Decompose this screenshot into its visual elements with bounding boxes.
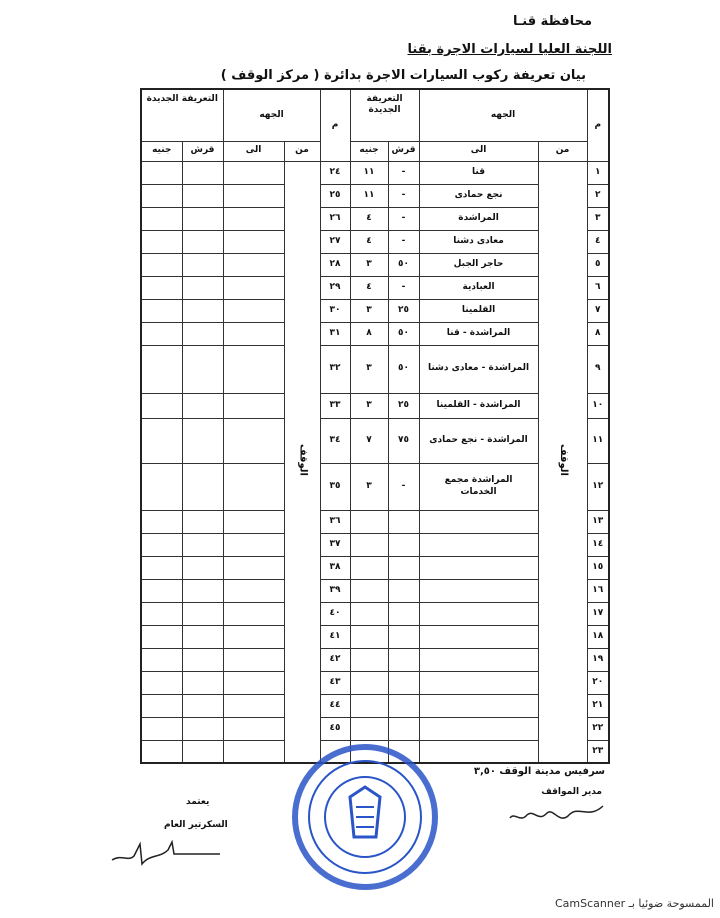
to-cell-2 xyxy=(223,299,284,322)
qirsh-cell: - xyxy=(388,463,419,510)
to-cell: المراشدة - قنا xyxy=(419,322,538,345)
gineh-cell-2 xyxy=(141,602,182,625)
qirsh-cell: ٥٠ xyxy=(388,322,419,345)
statement-title: بيان تعريفة ركوب السيارات الاجرة بدائرة ( مركز الوقف ) xyxy=(220,68,586,83)
to-cell: معادى دشنا xyxy=(419,230,538,253)
camscanner-watermark: الممسوحة ضوئيا بـ CamScanner xyxy=(554,897,714,910)
gineh-cell: ٣ xyxy=(350,253,388,276)
row-number: ١٨ xyxy=(587,625,609,648)
qirsh-cell-2 xyxy=(182,463,223,510)
row-number-2: ٢٤ xyxy=(320,161,350,184)
to-cell-2 xyxy=(223,207,284,230)
row-number-2: ٢٩ xyxy=(320,276,350,299)
to-cell-2 xyxy=(223,648,284,671)
qirsh-cell-2 xyxy=(182,671,223,694)
from-cell xyxy=(538,161,587,763)
gineh-cell-2 xyxy=(141,207,182,230)
from-value-2: الوقف xyxy=(297,443,309,476)
to-cell-2 xyxy=(223,161,284,184)
qirsh-cell: ٥٠ xyxy=(388,253,419,276)
qirsh-cell xyxy=(388,671,419,694)
gineh-cell xyxy=(350,533,388,556)
row-number-2: ٢٧ xyxy=(320,230,350,253)
row-number: ٩ xyxy=(587,345,609,393)
from-cell-2 xyxy=(284,161,320,763)
qirsh-cell-2 xyxy=(182,579,223,602)
gineh-cell-2 xyxy=(141,299,182,322)
gineh-cell xyxy=(350,648,388,671)
col-to-header: الى xyxy=(419,141,538,161)
tariff-table xyxy=(140,88,610,764)
row-number: ٤ xyxy=(587,230,609,253)
qirsh-cell-2 xyxy=(182,418,223,463)
gineh-cell-2 xyxy=(141,579,182,602)
to-cell-2 xyxy=(223,510,284,533)
gineh-cell-2 xyxy=(141,510,182,533)
gineh-cell-2 xyxy=(141,230,182,253)
to-cell xyxy=(419,579,538,602)
qirsh-cell-2 xyxy=(182,276,223,299)
gineh-cell-2 xyxy=(141,322,182,345)
qirsh-cell-2 xyxy=(182,207,223,230)
col-gineh-header: جنيه xyxy=(350,141,388,161)
qirsh-cell: - xyxy=(388,207,419,230)
secretary-signature xyxy=(110,836,230,866)
to-cell xyxy=(419,717,538,740)
row-number-2: ٣٨ xyxy=(320,556,350,579)
row-number-2: ٣٢ xyxy=(320,345,350,393)
to-cell: المراشدة - نجع حمادى xyxy=(419,418,538,463)
row-number: ٢ xyxy=(587,184,609,207)
to-cell-2 xyxy=(223,602,284,625)
gineh-cell-2 xyxy=(141,556,182,579)
to-cell xyxy=(419,671,538,694)
row-number-2: ٤٣ xyxy=(320,671,350,694)
gineh-cell-2 xyxy=(141,393,182,418)
row-number-2: ٣٠ xyxy=(320,299,350,322)
row-number-2: ٢٨ xyxy=(320,253,350,276)
qirsh-cell: - xyxy=(388,184,419,207)
gineh-cell xyxy=(350,579,388,602)
to-cell-2 xyxy=(223,418,284,463)
to-cell-2 xyxy=(223,740,284,763)
qirsh-cell xyxy=(388,602,419,625)
row-number: ١١ xyxy=(587,418,609,463)
gineh-cell: ١١ xyxy=(350,184,388,207)
qirsh-cell-2 xyxy=(182,717,223,740)
to-cell: القلمينا xyxy=(419,299,538,322)
row-number: ٢٠ xyxy=(587,671,609,694)
qirsh-cell: - xyxy=(388,161,419,184)
to-cell xyxy=(419,533,538,556)
to-cell: المراشدة xyxy=(419,207,538,230)
gineh-cell-2 xyxy=(141,161,182,184)
parking-manager-label: مدير المواقف xyxy=(541,787,602,797)
gineh-cell-2 xyxy=(141,253,182,276)
qirsh-cell xyxy=(388,648,419,671)
gineh-cell: ١١ xyxy=(350,161,388,184)
row-number-2: ٤١ xyxy=(320,625,350,648)
row-number-2: ٣٧ xyxy=(320,533,350,556)
gineh-cell xyxy=(350,602,388,625)
row-number-2: ٤٥ xyxy=(320,717,350,740)
row-number: ١ xyxy=(587,161,609,184)
to-cell: المراشدة - القلمينا xyxy=(419,393,538,418)
to-cell-2 xyxy=(223,717,284,740)
gineh-cell xyxy=(350,556,388,579)
qirsh-cell: - xyxy=(388,276,419,299)
qirsh-cell-2 xyxy=(182,625,223,648)
qirsh-cell-2 xyxy=(182,322,223,345)
to-cell-2 xyxy=(223,671,284,694)
qirsh-cell: ٧٥ xyxy=(388,418,419,463)
gineh-cell-2 xyxy=(141,276,182,299)
to-cell-2 xyxy=(223,579,284,602)
col-num-header: م xyxy=(587,89,609,161)
gineh-cell xyxy=(350,510,388,533)
row-number: ١٥ xyxy=(587,556,609,579)
gineh-cell: ٣ xyxy=(350,393,388,418)
gineh-cell: ٤ xyxy=(350,276,388,299)
city-service-note: سرفيس مدينة الوقف ٣,٥٠ xyxy=(473,766,605,777)
row-number: ١٧ xyxy=(587,602,609,625)
to-cell: حاجر الجبل xyxy=(419,253,538,276)
qirsh-cell xyxy=(388,717,419,740)
to-cell xyxy=(419,625,538,648)
col-direction-header-2: الجهه xyxy=(223,89,320,141)
gineh-cell: ٧ xyxy=(350,418,388,463)
qirsh-cell: - xyxy=(388,230,419,253)
qirsh-cell-2 xyxy=(182,161,223,184)
qirsh-cell xyxy=(388,556,419,579)
col-gineh-header-2: جنيه xyxy=(141,141,182,161)
qirsh-cell-2 xyxy=(182,230,223,253)
col-direction-header: الجهه xyxy=(419,89,587,141)
qirsh-cell xyxy=(388,579,419,602)
secretary-label: السكرتير العام xyxy=(164,820,228,830)
gineh-cell-2 xyxy=(141,345,182,393)
qirsh-cell: ٢٥ xyxy=(388,299,419,322)
row-number: ١٢ xyxy=(587,463,609,510)
to-cell: المراشدة مجمع الخدمات xyxy=(419,463,538,510)
to-cell-2 xyxy=(223,463,284,510)
row-number-2: ٢٥ xyxy=(320,184,350,207)
gineh-cell xyxy=(350,717,388,740)
to-cell-2 xyxy=(223,253,284,276)
row-number: ١٤ xyxy=(587,533,609,556)
gineh-cell: ٣ xyxy=(350,299,388,322)
qirsh-cell-2 xyxy=(182,253,223,276)
row-number-2: ٤٢ xyxy=(320,648,350,671)
qirsh-cell-2 xyxy=(182,648,223,671)
row-number: ١٦ xyxy=(587,579,609,602)
row-number-2: ٣٩ xyxy=(320,579,350,602)
gineh-cell: ٤ xyxy=(350,230,388,253)
to-cell-2 xyxy=(223,184,284,207)
gineh-cell-2 xyxy=(141,648,182,671)
gineh-cell: ٣ xyxy=(350,345,388,393)
qirsh-cell-2 xyxy=(182,556,223,579)
row-number-2: ٤٠ xyxy=(320,602,350,625)
gineh-cell xyxy=(350,671,388,694)
row-number: ٢٢ xyxy=(587,717,609,740)
to-cell: المراشدة - معادى دشنا xyxy=(419,345,538,393)
gineh-cell: ٨ xyxy=(350,322,388,345)
qirsh-cell: ٥٠ xyxy=(388,345,419,393)
row-number: ٨ xyxy=(587,322,609,345)
qirsh-cell-2 xyxy=(182,533,223,556)
gineh-cell-2 xyxy=(141,418,182,463)
row-number: ٥ xyxy=(587,253,609,276)
qirsh-cell-2 xyxy=(182,184,223,207)
to-cell: العبادية xyxy=(419,276,538,299)
to-cell-2 xyxy=(223,694,284,717)
official-stamp xyxy=(290,742,440,892)
to-cell-2 xyxy=(223,276,284,299)
gineh-cell-2 xyxy=(141,533,182,556)
row-number-2: ٣٣ xyxy=(320,393,350,418)
to-cell-2 xyxy=(223,625,284,648)
to-cell xyxy=(419,602,538,625)
gineh-cell-2 xyxy=(141,694,182,717)
to-cell-2 xyxy=(223,393,284,418)
row-number: ١٠ xyxy=(587,393,609,418)
governorate-title: محافظة قنـا xyxy=(512,14,592,29)
row-number-2: ٣١ xyxy=(320,322,350,345)
qirsh-cell-2 xyxy=(182,393,223,418)
gineh-cell xyxy=(350,625,388,648)
manager-signature xyxy=(508,800,608,826)
from-value: الوقف xyxy=(557,443,569,476)
to-cell-2 xyxy=(223,322,284,345)
to-cell-2 xyxy=(223,533,284,556)
gineh-cell-2 xyxy=(141,463,182,510)
to-cell xyxy=(419,648,538,671)
row-number: ٢٣ xyxy=(587,740,609,763)
gineh-cell-2 xyxy=(141,184,182,207)
qirsh-cell-2 xyxy=(182,345,223,393)
row-number: ٣ xyxy=(587,207,609,230)
qirsh-cell xyxy=(388,625,419,648)
col-from-header: من xyxy=(538,141,587,161)
row-number: ٦ xyxy=(587,276,609,299)
qirsh-cell-2 xyxy=(182,694,223,717)
to-cell xyxy=(419,510,538,533)
table-row xyxy=(141,161,609,184)
col-qirsh-header-2: قرش xyxy=(182,141,223,161)
row-number-2: ٣٦ xyxy=(320,510,350,533)
gineh-cell: ٤ xyxy=(350,207,388,230)
col-qirsh-header: قرش xyxy=(388,141,419,161)
qirsh-cell xyxy=(388,510,419,533)
qirsh-cell xyxy=(388,533,419,556)
to-cell: قنا xyxy=(419,161,538,184)
to-cell xyxy=(419,556,538,579)
to-cell-2 xyxy=(223,230,284,253)
row-number: ١٩ xyxy=(587,648,609,671)
to-cell xyxy=(419,694,538,717)
qirsh-cell-2 xyxy=(182,602,223,625)
row-number-2: ٢٦ xyxy=(320,207,350,230)
gineh-cell-2 xyxy=(141,740,182,763)
row-number: ١٣ xyxy=(587,510,609,533)
row-number-2: ٣٤ xyxy=(320,418,350,463)
row-number-2: ٣٥ xyxy=(320,463,350,510)
col-from-header-2: من xyxy=(284,141,320,161)
gineh-cell xyxy=(350,694,388,717)
gineh-cell: ٣ xyxy=(350,463,388,510)
col-num-header-2: م xyxy=(320,89,350,161)
qirsh-cell-2 xyxy=(182,299,223,322)
to-cell-2 xyxy=(223,556,284,579)
gineh-cell-2 xyxy=(141,717,182,740)
approve-label: يعتمد xyxy=(186,797,210,807)
gineh-cell-2 xyxy=(141,671,182,694)
row-number: ٢١ xyxy=(587,694,609,717)
gineh-cell-2 xyxy=(141,625,182,648)
qirsh-cell xyxy=(388,694,419,717)
col-tariff-header-2: التعريفة الجديدة xyxy=(141,89,223,141)
committee-title: اللجنة العليا لسيارات الاجرة بقنا xyxy=(407,42,612,57)
qirsh-cell-2 xyxy=(182,510,223,533)
qirsh-cell-2 xyxy=(182,740,223,763)
to-cell: نجع حمادى xyxy=(419,184,538,207)
col-to-header-2: الى xyxy=(223,141,284,161)
col-tariff-header: التعريفة الجديدة xyxy=(350,89,419,141)
row-number-2: ٤٤ xyxy=(320,694,350,717)
qirsh-cell: ٢٥ xyxy=(388,393,419,418)
row-number: ٧ xyxy=(587,299,609,322)
to-cell-2 xyxy=(223,345,284,393)
